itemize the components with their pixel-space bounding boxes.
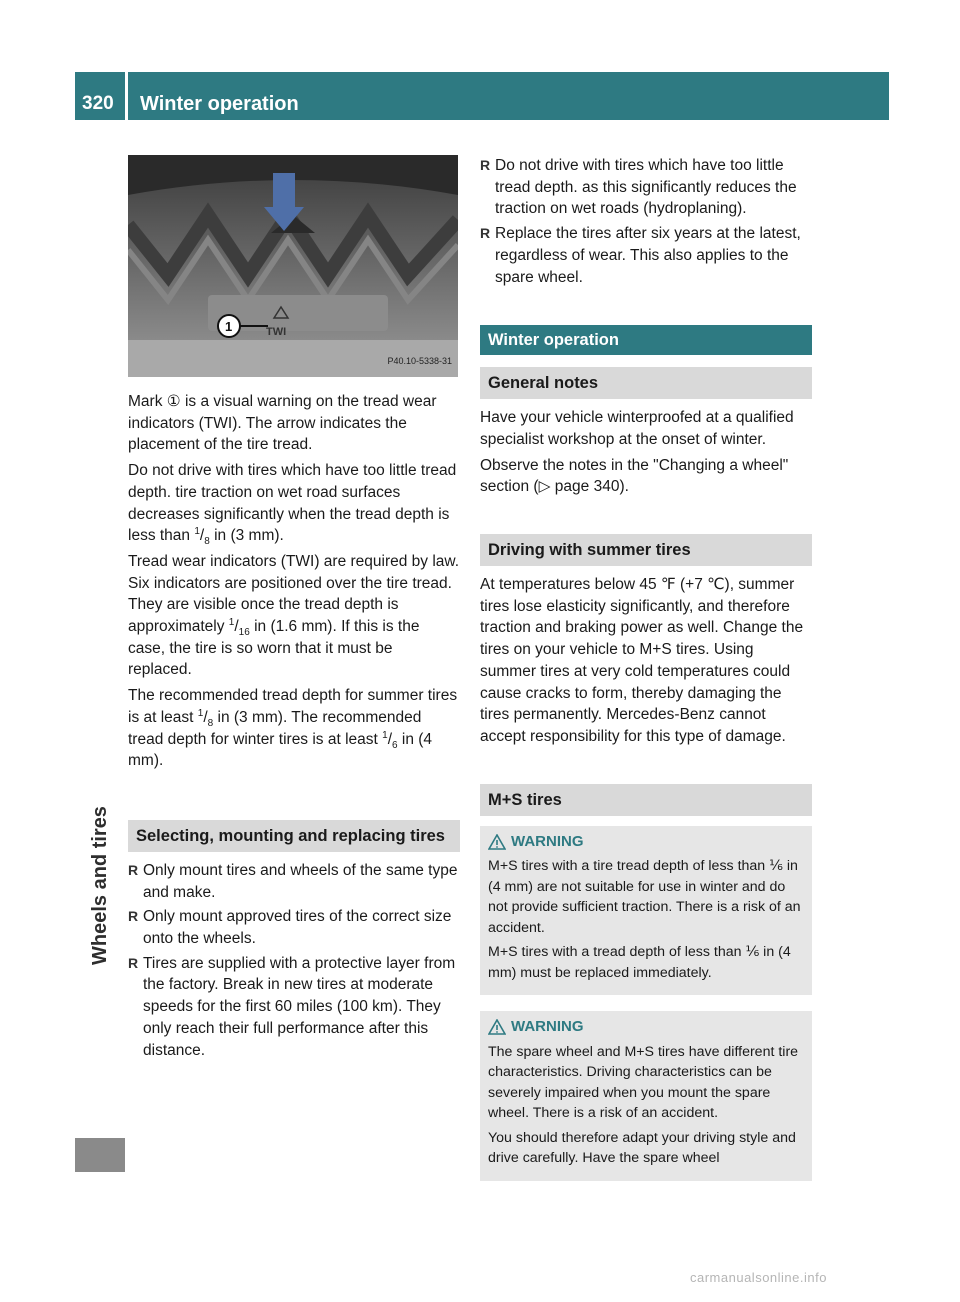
tire-tread-figure (128, 155, 458, 377)
chapter-heading: Winter operation (480, 325, 812, 355)
section-heading-selecting: Selecting, mounting and replacing tires (128, 820, 460, 852)
list-item: R Only mount tires and wheels of the same type and make. (128, 860, 460, 903)
left-column (128, 155, 460, 1064)
page-title: Winter operation (140, 93, 299, 115)
callout-number: 1 (225, 319, 233, 334)
list-item: R Replace the tires after six years at the latest, regardless of wear. This also applies to the spare wheel. (480, 223, 812, 288)
recommended-depth-paragraph: The recommended tread depth for summer tires is at least $^1/_8$ in (3 mm). The recommended tread depth for winter tires is at least $^1/_6$ in (4 mm). (128, 687, 458, 770)
general-paragraph-2: Observe the notes in the "Changing a wheel" section (▷ page 340). (480, 456, 789, 496)
warning-triangle-icon (488, 834, 506, 850)
tire-bullets (480, 155, 812, 288)
right-column (480, 155, 812, 1181)
warning-box-2 (480, 1011, 812, 1181)
warning-2-paragraph-1: The spare wheel and M+S tires have different tire characteristics. Driving characteristics can be severely impaired when you mount the spare wheel. There is a risk of an accident. (488, 1043, 799, 1122)
section-heading-summer: Driving with summer tires (480, 534, 812, 566)
section-heading-ms: M+S tires (480, 784, 812, 816)
side-tab (80, 565, 120, 965)
warning-2-paragraph-2: You should therefore adapt your driving style and drive carefully. Have the spare wheel (488, 1129, 796, 1167)
list-item: R Do not drive with tires which have too little tread depth. as this significantly reduces the traction on wet roads (hydroplaning). (480, 155, 812, 220)
warning-box-1 (480, 826, 812, 996)
section-heading-general: General notes (480, 367, 812, 399)
side-tab-marker (75, 1138, 125, 1172)
general-paragraph-1: Have your vehicle winterproofed at a qualified specialist workshop at the onset of winter. (480, 409, 794, 448)
figure-caption: P40.10-5338-31 (387, 356, 452, 367)
list-item: R Only mount approved tires of the correct size onto the wheels. (128, 906, 460, 949)
mark-paragraph: Mark ① is a visual warning on the tread wear indicators (TWI). The arrow indicates the placement of the tire tread. (128, 393, 437, 454)
side-tab-label: Wheels and tires (89, 806, 111, 965)
watermark: carmanualsonline.info (690, 1270, 827, 1285)
tread-depth-paragraph: Do not drive with tires which have too little tread depth. tire traction on wet road surfaces decreases significantly when the tread depth is less than $^1/_8$ in (3 mm). (128, 462, 457, 548)
tire-tread-illustration (128, 155, 458, 377)
warning-1-paragraph-1: M+S tires with a tire tread depth of less than ⅙ in (4 mm) are not suitable for use in winter and do not provide sufficient traction. There is a risk of an accident. (488, 858, 801, 936)
warning-1-paragraph-2: M+S tires with a tread depth of less than ⅙ in (4 mm) must be replaced immediately. (488, 944, 791, 981)
warning-title: WARNING (488, 1017, 804, 1038)
twi-label: TWI (266, 326, 287, 338)
twi-paragraph: Tread wear indicators (TWI) are required by law. Six indicators are positioned over the tire tread. They are visible once the tread depth is approximately $^1/_{16}$ in (1.6 mm). If this is the case, the tire is so worn that it must be replaced. (128, 552, 460, 679)
page-number: 320 (82, 93, 114, 114)
warning-title: WARNING (488, 832, 804, 853)
summer-paragraph: At temperatures below 45 ℉ (+7 ℃), summer tires lose elasticity significantly, and therefore traction and braking power as well. Change the tires on your vehicle to M+S tires. Using summer tires at very cold temperatures could cause cracks to form, thereby damaging the tires permanently. Mercedes-Benz cannot accept responsibility for this type of damage. (480, 576, 804, 745)
list-item: R Tires are supplied with a protective layer from the factory. Break in new tires at moderate speeds for the first 60 miles (100 km). They only reach their full performance after this distance. (128, 953, 460, 1062)
selecting-bullets (128, 860, 460, 1061)
warning-triangle-icon (488, 1019, 506, 1035)
